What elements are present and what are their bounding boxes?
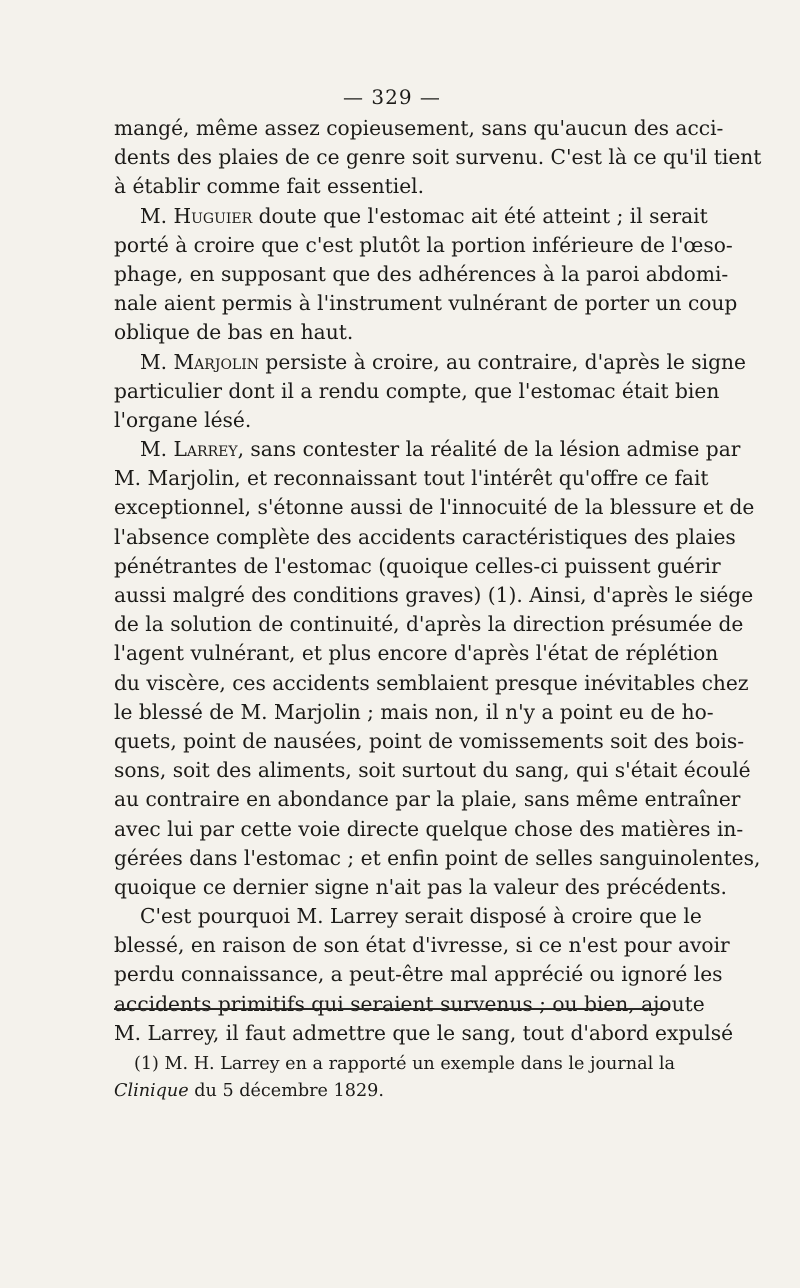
text-line: du viscère, ces accidents semblaient presque inévitables chez bbox=[114, 670, 749, 695]
text-line: l'agent vulnérant, et plus encore d'après l'état de réplétion bbox=[114, 641, 719, 666]
page-number: — 329 — bbox=[343, 85, 441, 109]
text-line: blessé, en raison de son état d'ivresse, si ce n'est pour avoir bbox=[114, 933, 730, 958]
footnote bbox=[114, 1051, 675, 1105]
speaker-prefix: M. bbox=[140, 437, 174, 462]
text-line: avec lui par cette voie directe quelque chose des matières in- bbox=[114, 816, 744, 841]
text-line: l'organe lésé. bbox=[114, 407, 252, 432]
paragraph bbox=[114, 114, 762, 202]
text-line: de la solution de continuité, d'après la direction présumée de bbox=[114, 612, 744, 637]
footnote-line bbox=[114, 1078, 670, 1105]
text-line: perdu connaissance, a peut-être mal apprécié ou ignoré les bbox=[114, 962, 723, 987]
text-line: à établir comme fait essentiel. bbox=[114, 174, 425, 199]
paragraph bbox=[114, 902, 734, 1048]
speaker-prefix: M. bbox=[140, 349, 174, 374]
text-line: sons, soit des aliments, soit surtout du sang, qui s'était écoulé bbox=[114, 758, 751, 783]
body-text bbox=[114, 114, 762, 1048]
text-line: M. Marjolin, et reconnaissant tout l'intérêt qu'offre ce fait bbox=[114, 466, 709, 491]
text-line: quoique ce dernier signe n'ait pas la valeur des précédents. bbox=[114, 874, 727, 899]
text-line: accidents primitifs qui seraient survenus ; ou bien, ajoute bbox=[114, 991, 705, 1016]
text-line bbox=[114, 348, 746, 377]
speaker-name: Larrey bbox=[173, 437, 238, 462]
text-line: oblique de bas en haut. bbox=[114, 320, 354, 345]
footnote-line: (1) M. H. Larrey en a rapporté un exemple dans le journal la bbox=[134, 1054, 675, 1074]
journal-title: Clinique bbox=[114, 1081, 189, 1101]
speaker-name: Marjolin bbox=[173, 349, 260, 374]
text-run: persiste à croire, au contraire, d'après le signe bbox=[259, 349, 746, 374]
text-run: doute que l'estomac ait été atteint ; il serait bbox=[252, 203, 708, 228]
speaker-name: Huguier bbox=[173, 203, 253, 228]
text-line: particulier dont il a rendu compte, que l'estomac était bien bbox=[114, 378, 720, 403]
text-line: dents des plaies de ce genre soit survenu. C'est là ce qu'il tient bbox=[114, 145, 762, 170]
text-line: quets, point de nausées, point de vomissements soit des bois- bbox=[114, 728, 745, 753]
speaker-prefix: M. bbox=[140, 203, 174, 228]
text-line: le blessé de M. Marjolin ; mais non, il n'y a point eu de ho- bbox=[114, 699, 714, 724]
text-line: mangé, même assez copieusement, sans qu'aucun des acci- bbox=[114, 116, 724, 140]
text-line bbox=[114, 202, 708, 231]
text-line: C'est pourquoi M. Larrey serait disposé à croire que le bbox=[140, 904, 702, 929]
text-line: exceptionnel, s'étonne aussi de l'innocuité de la blessure et de bbox=[114, 495, 755, 520]
text-line: phage, en supposant que des adhérences à la paroi abdomi- bbox=[114, 261, 729, 286]
page-content bbox=[114, 84, 762, 1048]
text-line: au contraire en abondance par la plaie, sans même entraîner bbox=[114, 787, 741, 812]
paragraph bbox=[114, 435, 761, 902]
paragraph bbox=[114, 348, 746, 436]
footnote-divider bbox=[114, 1008, 670, 1010]
text-line: nale aient permis à l'instrument vulnérant de porter un coup bbox=[114, 291, 738, 316]
text-line: l'absence complète des accidents caractéristiques des plaies bbox=[114, 524, 736, 549]
text-line: porté à croire que c'est plutôt la portion inférieure de l'œso- bbox=[114, 232, 733, 257]
text-line: gérées dans l'estomac ; et enfin point de selles sanguinolentes, bbox=[114, 845, 761, 870]
text-line bbox=[114, 435, 741, 464]
text-run: du 5 décembre 1829. bbox=[188, 1081, 384, 1101]
text-line: aussi malgré des conditions graves) (1). Ainsi, d'après le siége bbox=[114, 583, 754, 607]
text-line: pénétrantes de l'estomac (quoique celles-ci puissent guérir bbox=[114, 553, 721, 578]
text-line: M. Larrey, il faut admettre que le sang, tout d'abord expulsé bbox=[114, 1020, 734, 1045]
text-run: , sans contester la réalité de la lésion admise par bbox=[237, 437, 741, 462]
paragraph bbox=[114, 202, 738, 348]
